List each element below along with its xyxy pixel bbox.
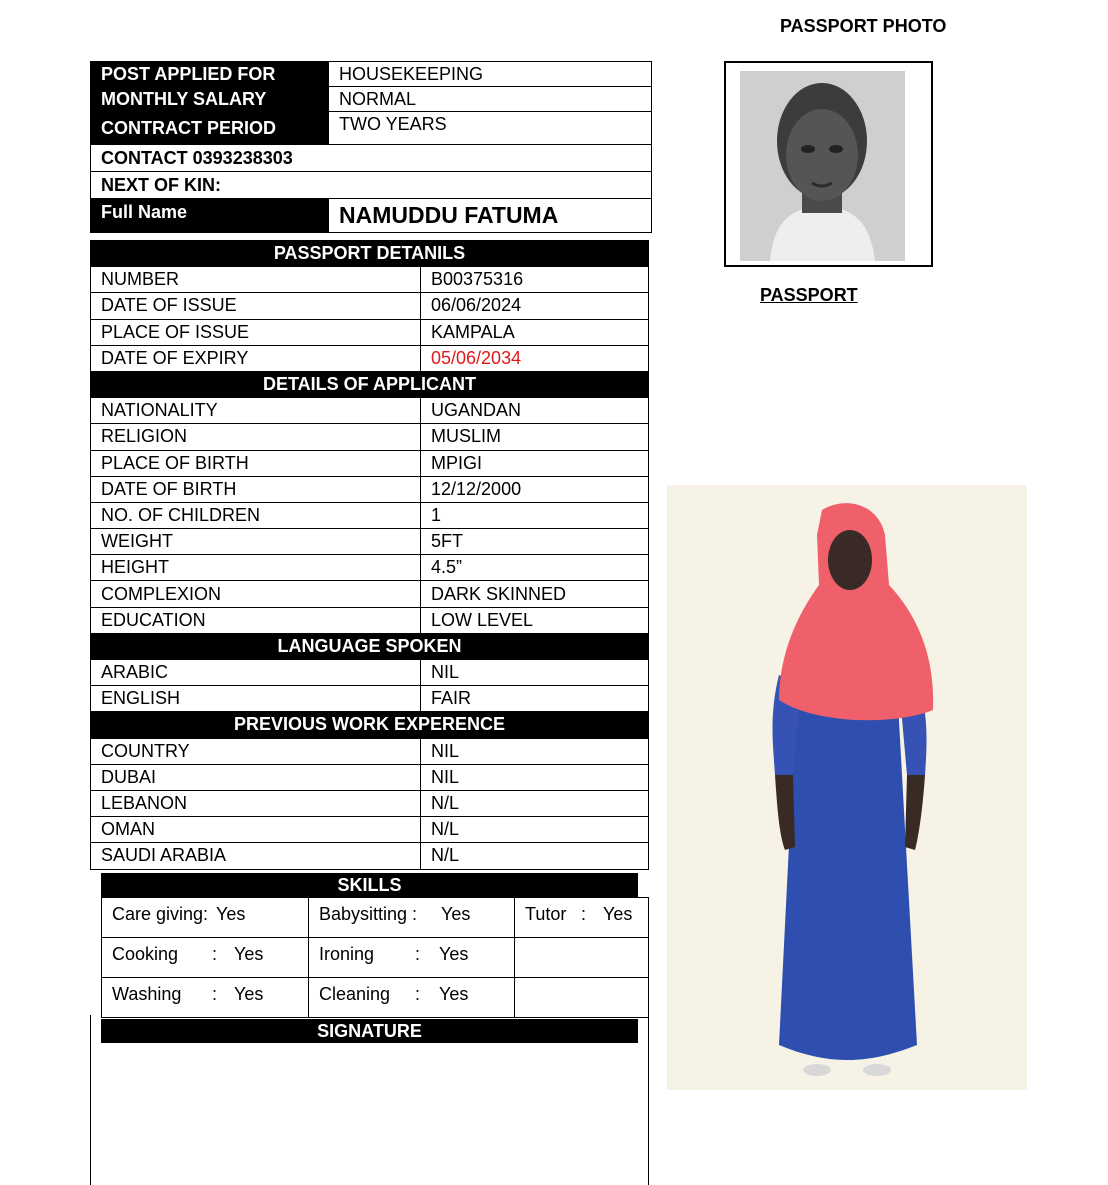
skill-cell — [102, 978, 309, 1018]
skill-sep: : — [581, 904, 587, 924]
skill-name: Cleaning — [319, 984, 391, 1004]
experience-heading: PREVIOUS WORK EXPERENCE — [91, 712, 649, 738]
skill-cell-empty — [515, 978, 649, 1018]
full-body-photo — [667, 485, 1027, 1090]
table-row — [91, 145, 652, 172]
skill-name: Cooking — [112, 944, 179, 964]
table-row — [91, 398, 649, 424]
table-row — [91, 502, 649, 528]
table-row — [91, 738, 649, 764]
table-row — [91, 293, 649, 319]
language-heading: LANGUAGE SPOKEN — [91, 633, 649, 659]
row-label: COMPLEXION — [91, 581, 421, 607]
row-label: LEBANON — [91, 790, 421, 816]
row-value: N/L — [421, 817, 649, 843]
table-row — [91, 450, 649, 476]
table-row — [91, 476, 649, 502]
table-row — [91, 62, 652, 87]
skill-cell-empty — [515, 938, 649, 978]
skill-name: Ironing — [319, 944, 375, 964]
table-row — [91, 345, 649, 371]
skill-value: Yes — [216, 904, 246, 924]
table-row — [91, 686, 649, 712]
full-name-value: NAMUDDU FATUMA — [329, 199, 652, 233]
row-value: FAIR — [421, 686, 649, 712]
row-value: MUSLIM — [421, 424, 649, 450]
skill-value: Yes — [439, 944, 469, 964]
row-label: PLACE OF BIRTH — [91, 450, 421, 476]
table-row — [102, 898, 649, 938]
row-label: HEIGHT — [91, 555, 421, 581]
skill-sep: : — [415, 944, 421, 964]
row-label: ENGLISH — [91, 686, 421, 712]
table-row — [91, 424, 649, 450]
row-label: DATE OF BIRTH — [91, 476, 421, 502]
table-row — [91, 581, 649, 607]
row-label: RELIGION — [91, 424, 421, 450]
table-row — [102, 938, 649, 978]
applicant-details-heading: DETAILS OF APPLICANT — [91, 371, 649, 397]
row-value: KAMPALA — [421, 319, 649, 345]
row-value: 1 — [421, 502, 649, 528]
row-value: MPIGI — [421, 450, 649, 476]
table-row — [91, 817, 649, 843]
skill-name: Care giving: — [112, 904, 209, 924]
passport-photo-frame — [724, 61, 933, 267]
row-label: OMAN — [91, 817, 421, 843]
monthly-salary-value: NORMAL — [329, 87, 652, 112]
table-row — [91, 319, 649, 345]
section-row — [91, 371, 649, 397]
skill-cell — [102, 898, 309, 938]
section-row — [91, 712, 649, 738]
post-info-table — [90, 61, 652, 233]
skill-value: Yes — [234, 984, 264, 1004]
table-row — [91, 764, 649, 790]
row-label: WEIGHT — [91, 529, 421, 555]
skill-name: Washing — [112, 984, 182, 1004]
contact-number: CONTACT 0393238303 — [91, 145, 652, 172]
row-value: N/L — [421, 790, 649, 816]
section-row — [91, 633, 649, 659]
row-label: NATIONALITY — [91, 398, 421, 424]
skills-table — [101, 897, 649, 1018]
skill-name: Babysitting : — [319, 904, 418, 924]
full-name-label: Full Name — [91, 199, 329, 233]
skills-heading: SKILLS — [101, 873, 638, 897]
table-row — [91, 199, 652, 233]
table-row — [91, 555, 649, 581]
skill-cell — [309, 978, 515, 1018]
skill-value: Yes — [439, 984, 469, 1004]
row-value: NIL — [421, 660, 649, 686]
next-of-kin: NEXT OF KIN: — [91, 172, 652, 199]
contract-period-label: CONTRACT PERIOD — [91, 112, 329, 145]
table-row — [91, 87, 652, 112]
skill-sep: : — [212, 944, 218, 964]
monthly-salary-label: MONTHLY SALARY — [91, 87, 329, 112]
row-label: DATE OF ISSUE — [91, 293, 421, 319]
full-body-image — [667, 485, 1027, 1090]
row-value: 06/06/2024 — [421, 293, 649, 319]
row-label: EDUCATION — [91, 607, 421, 633]
skill-cell — [309, 938, 515, 978]
table-row — [102, 978, 649, 1018]
portrait-image — [740, 71, 905, 261]
row-label: NUMBER — [91, 267, 421, 293]
row-value: DARK SKINNED — [421, 581, 649, 607]
table-row — [91, 529, 649, 555]
skill-sep: : — [415, 984, 421, 1004]
table-row — [91, 172, 652, 199]
row-label: COUNTRY — [91, 738, 421, 764]
row-value: NIL — [421, 738, 649, 764]
table-row — [91, 660, 649, 686]
row-value: 12/12/2000 — [421, 476, 649, 502]
table-row — [91, 843, 649, 869]
skill-value: Yes — [603, 904, 633, 924]
row-label: ARABIC — [91, 660, 421, 686]
row-value: 4.5” — [421, 555, 649, 581]
skill-value: Yes — [234, 944, 264, 964]
section-row — [91, 241, 649, 267]
row-value: LOW LEVEL — [421, 607, 649, 633]
post-applied-value: HOUSEKEEPING — [329, 62, 652, 87]
skill-cell — [102, 938, 309, 978]
row-value: 5FT — [421, 529, 649, 555]
skill-name: Tutor — [525, 904, 567, 924]
details-table — [90, 240, 649, 870]
signature-heading: SIGNATURE — [101, 1019, 638, 1043]
skill-sep: : — [212, 984, 218, 1004]
passport-details-heading: PASSPORT DETANILS — [91, 241, 649, 267]
row-label: DATE OF EXPIRY — [91, 345, 421, 371]
passport-photo-label: PASSPORT PHOTO — [780, 16, 947, 36]
expiry-date-value: 05/06/2034 — [421, 345, 649, 371]
row-label: SAUDI ARABIA — [91, 843, 421, 869]
post-applied-label: POST APPLIED FOR — [91, 62, 329, 87]
table-row — [91, 607, 649, 633]
row-value: UGANDAN — [421, 398, 649, 424]
skill-cell — [515, 898, 649, 938]
row-value: NIL — [421, 764, 649, 790]
row-value: B00375316 — [421, 267, 649, 293]
table-row — [91, 112, 652, 145]
row-label: NO. OF CHILDREN — [91, 502, 421, 528]
skill-value: Yes — [441, 904, 471, 924]
table-row — [91, 267, 649, 293]
table-row — [91, 790, 649, 816]
passport-caption: PASSPORT — [760, 285, 858, 305]
row-value: N/L — [421, 843, 649, 869]
row-label: DUBAI — [91, 764, 421, 790]
passport-photo — [740, 71, 905, 261]
skill-cell — [309, 898, 515, 938]
row-label: PLACE OF ISSUE — [91, 319, 421, 345]
contract-period-value: TWO YEARS — [329, 112, 652, 145]
